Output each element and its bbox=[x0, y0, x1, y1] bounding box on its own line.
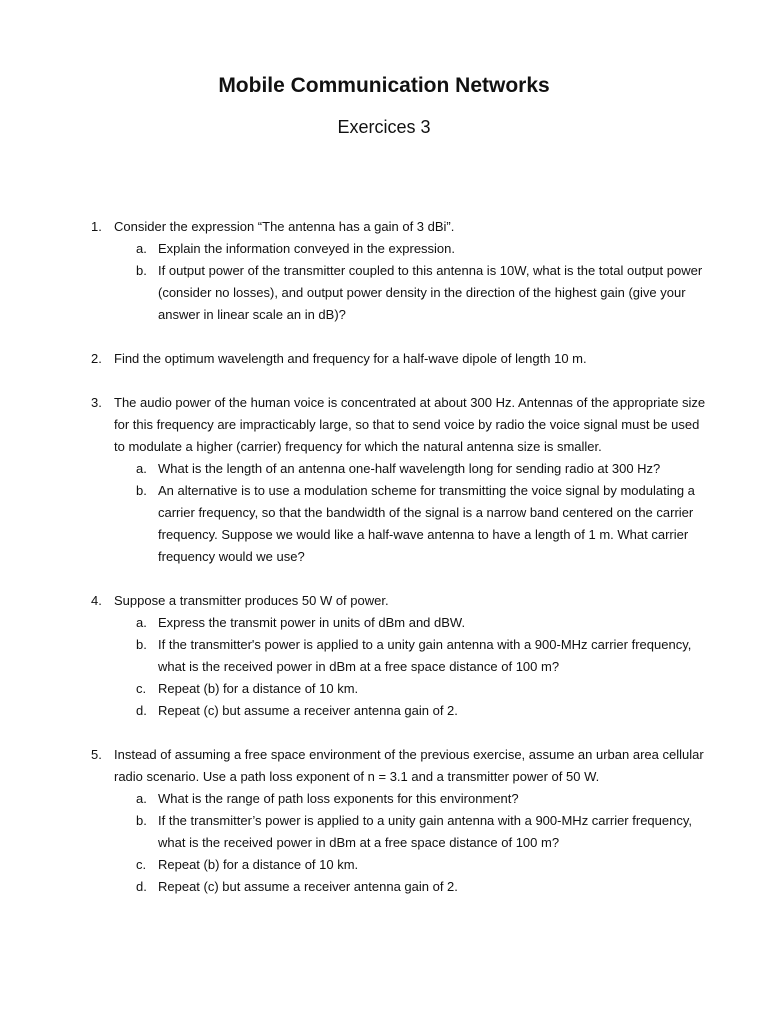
sub-question-item bbox=[0, 480, 768, 568]
exercise-number: 4. bbox=[91, 593, 102, 608]
sub-question-item bbox=[0, 238, 768, 260]
sub-question-item bbox=[0, 810, 768, 854]
sub-question-text: Repeat (c) but assume a receiver antenna gain of 2. bbox=[158, 703, 458, 718]
sub-question-list bbox=[0, 612, 768, 722]
sub-question-letter: b. bbox=[136, 263, 147, 278]
sub-question-letter: d. bbox=[136, 703, 147, 718]
exercise-item bbox=[0, 216, 768, 326]
sub-question-letter: b. bbox=[136, 637, 147, 652]
sub-question-text: If output power of the transmitter coupled to this antenna is 10W, what is the total output power (consider no losses), and output power density in the direction of the highest gain (give your answer in linear scale an in dB)? bbox=[158, 263, 703, 322]
sub-question-item bbox=[0, 612, 768, 634]
exercise-item bbox=[0, 744, 768, 898]
sub-question-item bbox=[0, 854, 768, 876]
sub-question-item bbox=[0, 876, 768, 898]
document-subtitle: Exercices 3 bbox=[337, 117, 431, 137]
sub-question-letter: a. bbox=[136, 615, 147, 630]
exercise-list bbox=[0, 216, 768, 920]
sub-question-text: If the transmitter’s power is applied to a unity gain antenna with a 900-MHz carrier frequency, what is the received power in dBm at a free space distance of 100 m? bbox=[158, 813, 692, 850]
sub-question-list bbox=[0, 458, 768, 568]
sub-question-text: If the transmitter's power is applied to a unity gain antenna with a 900-MHz carrier frequency, what is the received power in dBm at a free space distance of 100 m? bbox=[158, 637, 692, 674]
exercise-text: Find the optimum wavelength and frequency for a half-wave dipole of length 10 m. bbox=[114, 351, 587, 366]
sub-question-letter: c. bbox=[136, 857, 147, 872]
exercise-number: 5. bbox=[91, 747, 102, 762]
sub-question-item bbox=[0, 458, 768, 480]
sub-question-letter: a. bbox=[136, 461, 147, 476]
sub-question-letter: d. bbox=[136, 879, 147, 894]
sub-question-letter: a. bbox=[136, 241, 147, 256]
exercise-text: The audio power of the human voice is concentrated at about 300 Hz. Antennas of the appropriate size for this frequency are impracticably large, so that to send voice by radio the voice signal must be used to modulate a higher (carrier) frequency for which the natural antenna size is smaller. bbox=[114, 395, 706, 454]
sub-question-item bbox=[0, 678, 768, 700]
sub-question-letter: c. bbox=[136, 681, 147, 696]
sub-question-text: What is the range of path loss exponents for this environment? bbox=[158, 791, 519, 806]
sub-question-letter: b. bbox=[136, 483, 147, 498]
sub-question-list bbox=[0, 788, 768, 898]
exercise-item bbox=[0, 590, 768, 722]
exercise-text: Instead of assuming a free space environment of the previous exercise, assume an urban area cellular radio scenario. Use a path loss exponent of n = 3.1 and a transmitter power of 50 W. bbox=[114, 747, 704, 784]
sub-question-text: Repeat (c) but assume a receiver antenna gain of 2. bbox=[158, 879, 458, 894]
exercise-number: 3. bbox=[91, 395, 102, 410]
exercise-text: Suppose a transmitter produces 50 W of power. bbox=[114, 593, 389, 608]
document-title: Mobile Communication Networks bbox=[218, 74, 550, 97]
sub-question-letter: a. bbox=[136, 791, 147, 806]
exercise-number: 2. bbox=[91, 351, 102, 366]
sub-question-text: What is the length of an antenna one-half wavelength long for sending radio at 300 Hz? bbox=[158, 461, 661, 476]
sub-question-item bbox=[0, 260, 768, 326]
exercise-item bbox=[0, 348, 768, 370]
sub-question-letter: b. bbox=[136, 813, 147, 828]
sub-question-item bbox=[0, 700, 768, 722]
sub-question-text: An alternative is to use a modulation scheme for transmitting the voice signal by modulating a carrier frequency, so that the bandwidth of the signal is a narrow band centered on the carrier frequency. Suppose we would like a half-wave antenna to have a length of 1 m. What carrier frequency would we use? bbox=[158, 483, 695, 564]
exercise-item bbox=[0, 392, 768, 568]
sub-question-text: Express the transmit power in units of dBm and dBW. bbox=[158, 615, 466, 630]
sub-question-item bbox=[0, 788, 768, 810]
sub-question-item bbox=[0, 634, 768, 678]
sub-question-text: Repeat (b) for a distance of 10 km. bbox=[158, 857, 359, 872]
sub-question-text: Repeat (b) for a distance of 10 km. bbox=[158, 681, 359, 696]
sub-question-list bbox=[0, 238, 768, 326]
exercise-text: Consider the expression “The antenna has a gain of 3 dBi”. bbox=[114, 219, 455, 234]
exercise-number: 1. bbox=[91, 219, 102, 234]
sub-question-text: Explain the information conveyed in the expression. bbox=[158, 241, 456, 256]
